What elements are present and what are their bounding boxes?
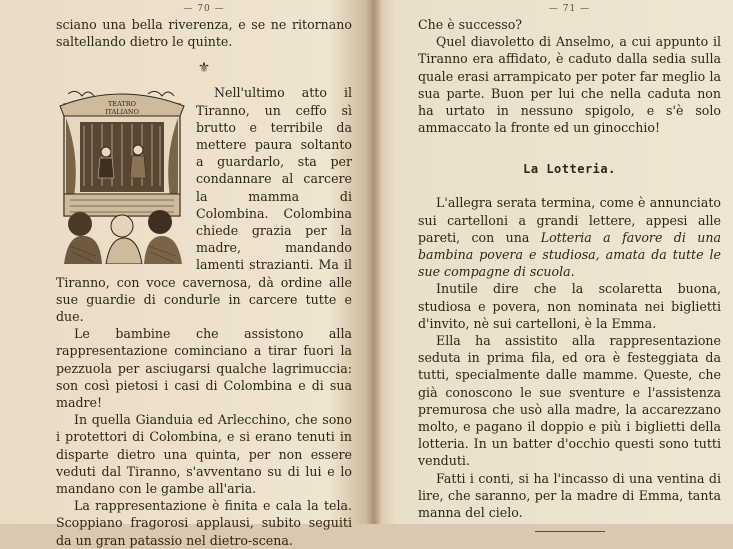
paragraph: Ella ha assistito alla rappresentazione seduta in prima fila, ed ora è festeggiata da tutti, specialmente dalle mamme. Queste, che già conoscono le sue sventure e l'assistenza premurosa che usò alla madre, la accarezzano molto, e pagano il doppio e più i biglietti della lotteria. In un batter d'occhio questi sono tutti venduti.	[418, 333, 721, 469]
section-heading: La Lotteria.	[523, 162, 616, 177]
paragraph: Che è successo?	[418, 17, 523, 32]
lottery-intro-text: L'allegra serata termina, come è annunciato sui cartelloni a grandi lettere, appesi alle pareti, con una	[418, 195, 721, 245]
lottery-italic-text: Lotteria a favore di una bambina povera e studiosa, amata da tutte le sue compagne di scuola.	[418, 229, 721, 280]
puppet-theater-illustration	[50, 86, 190, 264]
page-number-right: — 71 —	[548, 4, 591, 14]
paragraph: Nell'ultimo atto il Tiranno, un ceffo sì brutto e terribile da mettere paura soltanto a guardarlo, sta per condannare al carcere la mamma di Colombina. Colombina chiede grazia per la madre, mandando lamenti strazianti. Ma il Tiranno, con voce cavernosa, dà ordine alle sue guardie di condurle in carcere tutte e due.	[56, 85, 352, 325]
paragraph: Fatti i conti, si ha l'incasso di una ventina di lire, che saranno, per la madre di Emma, tanta manna del cielo.	[418, 470, 721, 521]
paragraph: Quel diavoletto di Anselmo, a cui appunto il Tiranno era affidato, è caduto dalla sedia sulla quale erasi arrampicato per poter far meglio la sua parte. Buon per lui che nella caduta non ha urtato in nessuno spigolo, e s'è solo ammaccato la fronte ed un ginocchio!	[418, 34, 721, 136]
paragraph: Inutile dire che la scolaretta buona, studiosa e povera, non nominata nei biglietti d'invito, nè sui cartelloni, è la Emma.	[418, 281, 721, 331]
paragraph: In quella Gianduia ed Arlecchino, che sono i protettori di Colombina, e si erano tenuti in disparte dietro una quinta, per non essere veduti dal Tiranno, s'avventano su di lui e lo mandano con le gambe all'aria.	[56, 412, 352, 497]
paragraph: La rappresentazione è finita e cala la tela. Scoppiano fragorosi applausi, subito seguiti da un gran patassio nel dietro-scena.	[56, 498, 352, 548]
end-rule	[535, 531, 605, 532]
paragraph	[418, 194, 721, 280]
right-page	[378, 0, 733, 524]
paragraph: Le bambine che assistono alla rappresentazione cominciano a tirar fuori la pezzuola per asciugarsi qualche lagrimuccia: son così pietosi i casi di Colombina e di sua madre!	[56, 326, 352, 411]
sign-line-2: ITALIANO	[105, 108, 139, 117]
page-number-left: — 70 —	[183, 4, 225, 14]
fleuron-ornament: ⚜	[197, 60, 211, 77]
paragraph: sciano una bella riverenza, e se ne ritornano saltellando dietro le quinte.	[56, 17, 352, 50]
sign-line-1: TEATRO	[108, 100, 136, 109]
